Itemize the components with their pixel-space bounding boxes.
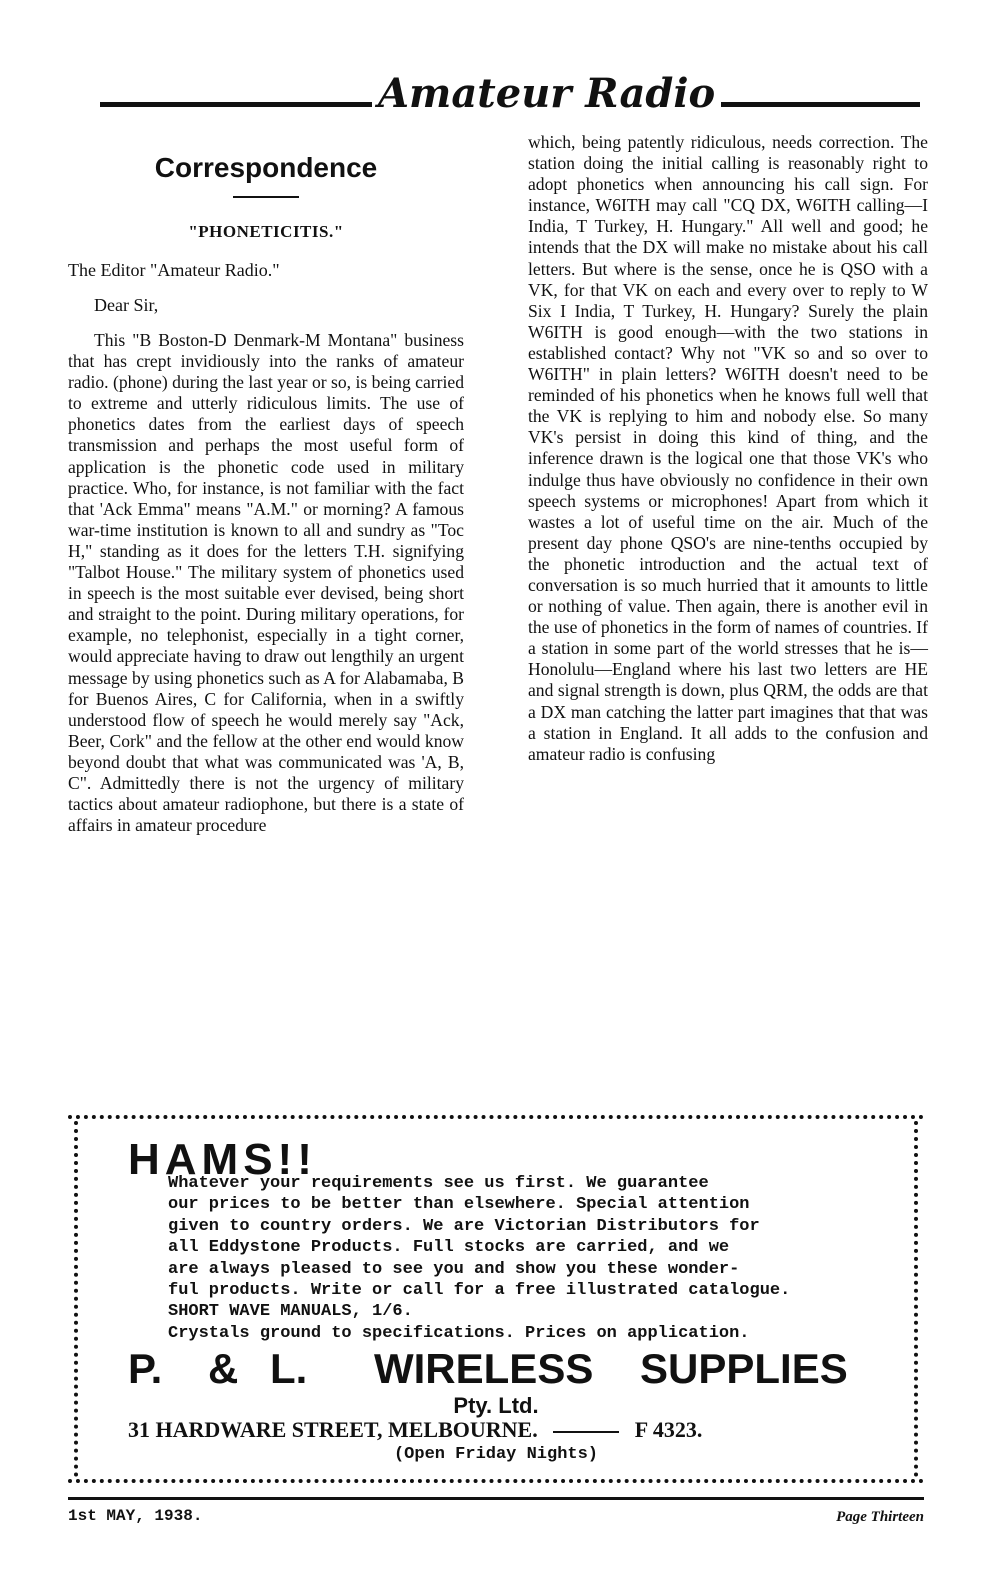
company-word: WIRELESS [374, 1345, 594, 1392]
advert-line: Crystals ground to specifications. Prices on application. [168, 1323, 750, 1343]
advert-copy [168, 1173, 858, 1344]
footer-rule [68, 1497, 924, 1500]
issue-date: 1st MAY, 1938. [68, 1507, 203, 1525]
advert-border-top [68, 1115, 924, 1119]
advert-line: Whatever your requirements see us first. We guarantee [168, 1174, 709, 1193]
letter-body-right: which, being patently ridiculous, needs correction. The station doing the initial calling is reasonably right to adopt phonetics when announcing his call sign. For instance, W6ITH may call "CQ DX, W6ITH calling—I India, T Turkey, H. Hungary." All well and good; he intends that the DX will make no mistake about his call letters. But where is the sense, once he is QSO with a VK, for that VK on each and every over to reply to W Six I India, T Turkey, H. Hungary? Surely the plain W6ITH is good enough—with the two stations in established contact? Why not "VK so and so over to W6ITH" in plain letters? W6ITH doesn't need to be reminded of his phonetics when he knows full well that the VK is replying to him and nobody else. So many VK's persist in doing this kind of thing, and the inference drawn is the logical one that those VK's who indulge thus have obviously no confidence in their own speech systems or microphones! Apart from which it wastes a lot of useful time on the air. Much of the present day phone QSO's are nine-tenths occupied by the phonetic introduction and the actual text of conversation is so much hurried that it amounts to little or nothing of value. Then again, there is another evil in the use of phonetics in the form of names of countries. If a station in some part of the world stresses that he is—Honolulu—England where his last two letters are HE and signal strength is down, plus QRM, the odds are that a DX man catching the latter part imagines that that was a station in England. It all adds to the confusion and amateur radio is confusing [528, 132, 928, 764]
company-word: L. [270, 1345, 308, 1392]
advert-line: our prices to be better than elsewhere. Special attention [168, 1195, 750, 1215]
letter-body-left: This "B Boston-D Denmark-M Montana" business that has crept invidiously into the ranks of amateur radio. (phone) during the last year or so, is being carried to extreme and utterly ridiculous limits. The use of phonetics dates from the earliest days of speech transmission and perhaps the most useful form of application is the phonetic code used in military practice. Who, for instance, is not familiar with the fact that 'Ack Emma" means "A.M." or morning? A famous war-time institution is known to all and sundry as "Toc H," standing as it does for the letters T.H. signifying "Talbot House." The military system of phonetics used in speech is the most suitable ever devised, being short and straight to the point. During military operations, for example, no telephonist, especially in a tight corner, would appreciate having to draw out lengthily an urgent message by using phonetics such as A for Alabamaba, B for Buenos Aires, C for California, when in a swiftly understood flow of speech he would merely say "Ack, Beer, Cork" and the fellow at the other end would know beyond doubt that what was communicated was 'A, B, C". Admittedly there is not the urgency of military tactics about amateur radiophone, but there is a state of affairs in amateur procedure [68, 330, 464, 836]
company-word: & [208, 1345, 239, 1392]
advert-line: ful products. Write or call for a free illustrated catalogue. [168, 1281, 791, 1301]
advert-address: 31 HARDWARE STREET, MELBOURNE. [128, 1417, 538, 1442]
letter-addressee: The Editor "Amateur Radio." [68, 260, 280, 280]
advert-address-line [128, 1417, 868, 1443]
advertisement-box [68, 1115, 924, 1483]
page-number: Page Thirteen [836, 1509, 924, 1525]
advert-line: given to country orders. We are Victorian Distributors for [168, 1216, 760, 1236]
advert-line: SHORT WAVE MANUALS, 1/6. [168, 1302, 413, 1322]
advert-line: are always pleased to see you and show you these wonder- [168, 1259, 740, 1279]
advert-border-bottom [68, 1479, 924, 1483]
article-left-column [68, 150, 464, 836]
advert-border-right [914, 1121, 918, 1477]
heading-rule [233, 196, 299, 198]
company-word: P. [128, 1345, 163, 1392]
article-heading: Correspondence [154, 152, 378, 183]
masthead [100, 70, 920, 122]
advert-border-left [74, 1121, 78, 1477]
advert-hours: (Open Friday Nights) [393, 1445, 599, 1464]
address-dash [553, 1431, 619, 1433]
article-right-column [528, 132, 928, 765]
masthead-title: Amateur Radio [372, 70, 721, 118]
company-word: SUPPLIES [640, 1345, 848, 1392]
advert-company-suffix: Pty. Ltd. [453, 1393, 539, 1418]
advert-phone: F 4323. [634, 1417, 703, 1442]
letter-salutation: Dear Sir, [94, 295, 159, 315]
advert-headline: HAMS!! [128, 1135, 317, 1184]
advert-company-name [128, 1345, 868, 1393]
letter-title: "PHONETICITIS." [188, 222, 344, 241]
advert-line: all Eddystone Products. Full stocks are carried, and we [168, 1238, 730, 1258]
